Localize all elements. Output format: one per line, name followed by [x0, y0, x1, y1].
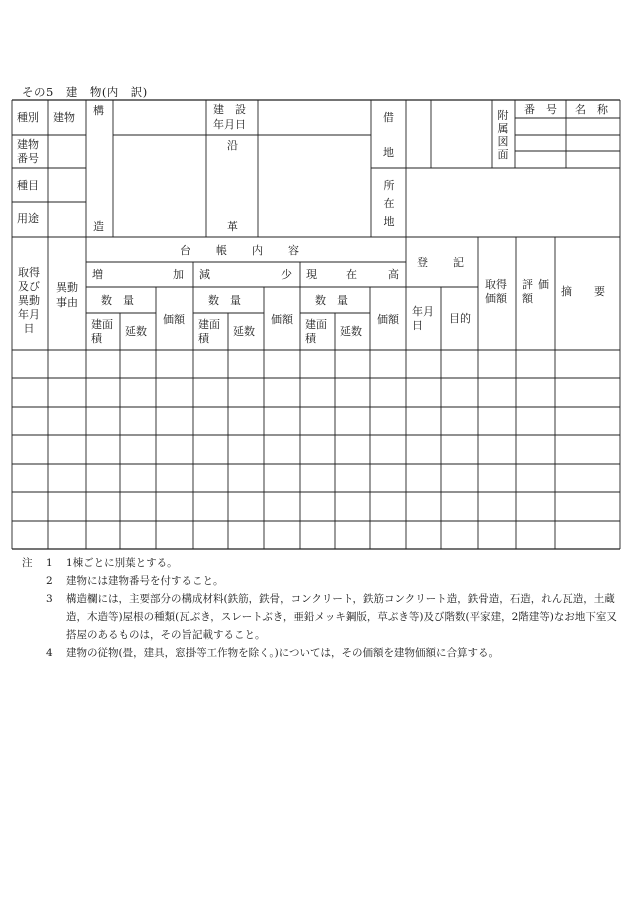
label-kensetsu-2: 年月日	[213, 118, 246, 131]
label-nengappi-2: 日	[412, 319, 423, 332]
note-item	[22, 554, 622, 572]
label-enkaku-top: 沿	[227, 139, 238, 152]
label-touki: 登 記	[417, 256, 465, 269]
note-number: 2	[46, 575, 53, 587]
note-item	[22, 644, 622, 662]
note-text: 1棟ごとに別葉とする。	[66, 557, 178, 569]
label-daichou: 台 帳 内 容	[180, 244, 300, 257]
note-text: 構造欄には，主要部分の構成材料(鉄筋，鉄骨，コンクリート，鉄筋コンクリート造，鉄骨造，石造，れん瓦造，土蔵造，木造等)屋根の種類(瓦ぶき，スレートぶき，亜鉛メッキ鋼版，草ぶき等)及び階数(平家建，2階建等)なお地下室又搭屋のあるものは，その旨記載すること。	[66, 593, 617, 641]
label-youto: 用途	[17, 212, 39, 225]
note-item	[22, 572, 622, 590]
label-kozo-top: 構	[93, 104, 104, 117]
note-item	[22, 590, 622, 644]
note-text: 建物の従物(畳，建具，窓掛等工作物を除く。)については，その価額を建物価額に合算する。	[66, 647, 500, 659]
label-shozaichi: 所 在 地	[383, 179, 395, 228]
label-suryo-1: 数 量	[101, 294, 134, 307]
note-number: 1	[46, 557, 53, 569]
label-nobesu-3: 延数	[340, 325, 362, 338]
label-genshou-2: 少	[281, 268, 292, 281]
label-shutoku-idou: 取得 及び 異動 年月 日	[18, 266, 40, 335]
label-bangou-1: 建物	[17, 138, 39, 151]
label-zouka-2: 加	[173, 268, 184, 281]
label-kenmen-1a: 建面	[91, 318, 113, 331]
label-kenmen-1b: 積	[91, 332, 102, 345]
label-genzai-1: 現	[306, 268, 317, 281]
note-number: 4	[46, 647, 53, 659]
label-nengappi-1: 年月	[412, 305, 434, 318]
label-kenmen-2b: 積	[198, 332, 209, 345]
label-genshou-1: 減	[199, 268, 210, 281]
label-zouka-1: 増	[92, 268, 103, 281]
label-kensetsu-1: 建 設	[213, 103, 246, 116]
label-kagaku-3: 価額	[377, 313, 399, 326]
label-hyouka-2: 価	[538, 278, 549, 291]
label-hyouka-3: 額	[522, 292, 533, 305]
label-genzai-2: 在	[346, 268, 357, 281]
label-kagaku-1: 価額	[163, 313, 185, 326]
notes-section	[22, 554, 622, 662]
note-number: 3	[46, 593, 53, 605]
label-suryo-3: 数 量	[315, 294, 348, 307]
label-kenmen-3a: 建面	[305, 318, 327, 331]
label-bangou: 番 号	[524, 103, 557, 116]
label-fuzoku-zumen: 附 属 図 面	[497, 109, 509, 161]
label-genzai-3: 高	[388, 268, 399, 281]
label-kenmen-3b: 積	[305, 332, 316, 345]
label-hyouka-1: 評	[522, 278, 533, 291]
label-kenmen-2a: 建面	[198, 318, 220, 331]
label-kozo-bottom: 造	[93, 220, 104, 233]
label-tekiyou: 摘 要	[561, 285, 605, 298]
label-nobesu-1: 延数	[125, 325, 147, 338]
label-shumoku: 種目	[17, 179, 39, 192]
label-shutoku-kagaku-2: 価額	[485, 292, 507, 305]
label-bangou-2: 番号	[17, 152, 39, 165]
label-nobesu-2: 延数	[233, 325, 255, 338]
label-kagaku-2: 価額	[271, 313, 293, 326]
label-shakuchi-top: 借	[383, 111, 394, 124]
label-shubetsu: 種別	[17, 111, 39, 124]
label-meisho: 名 称	[575, 103, 608, 116]
label-suryo-2: 数 量	[208, 294, 241, 307]
form-title: その5 建 物(内 訳)	[22, 85, 148, 99]
label-shakuchi-bottom: 地	[383, 146, 394, 159]
label-tatemono: 建物	[53, 111, 75, 124]
label-idou-jiyu: 異動 事由	[56, 281, 78, 309]
notes-label: 注	[22, 557, 33, 569]
note-text: 建物には建物番号を付すること。	[66, 575, 224, 587]
label-enkaku-bottom: 革	[227, 220, 238, 233]
label-mokuteki: 目的	[449, 312, 471, 325]
label-shutoku-kagaku-1: 取得	[485, 278, 507, 291]
